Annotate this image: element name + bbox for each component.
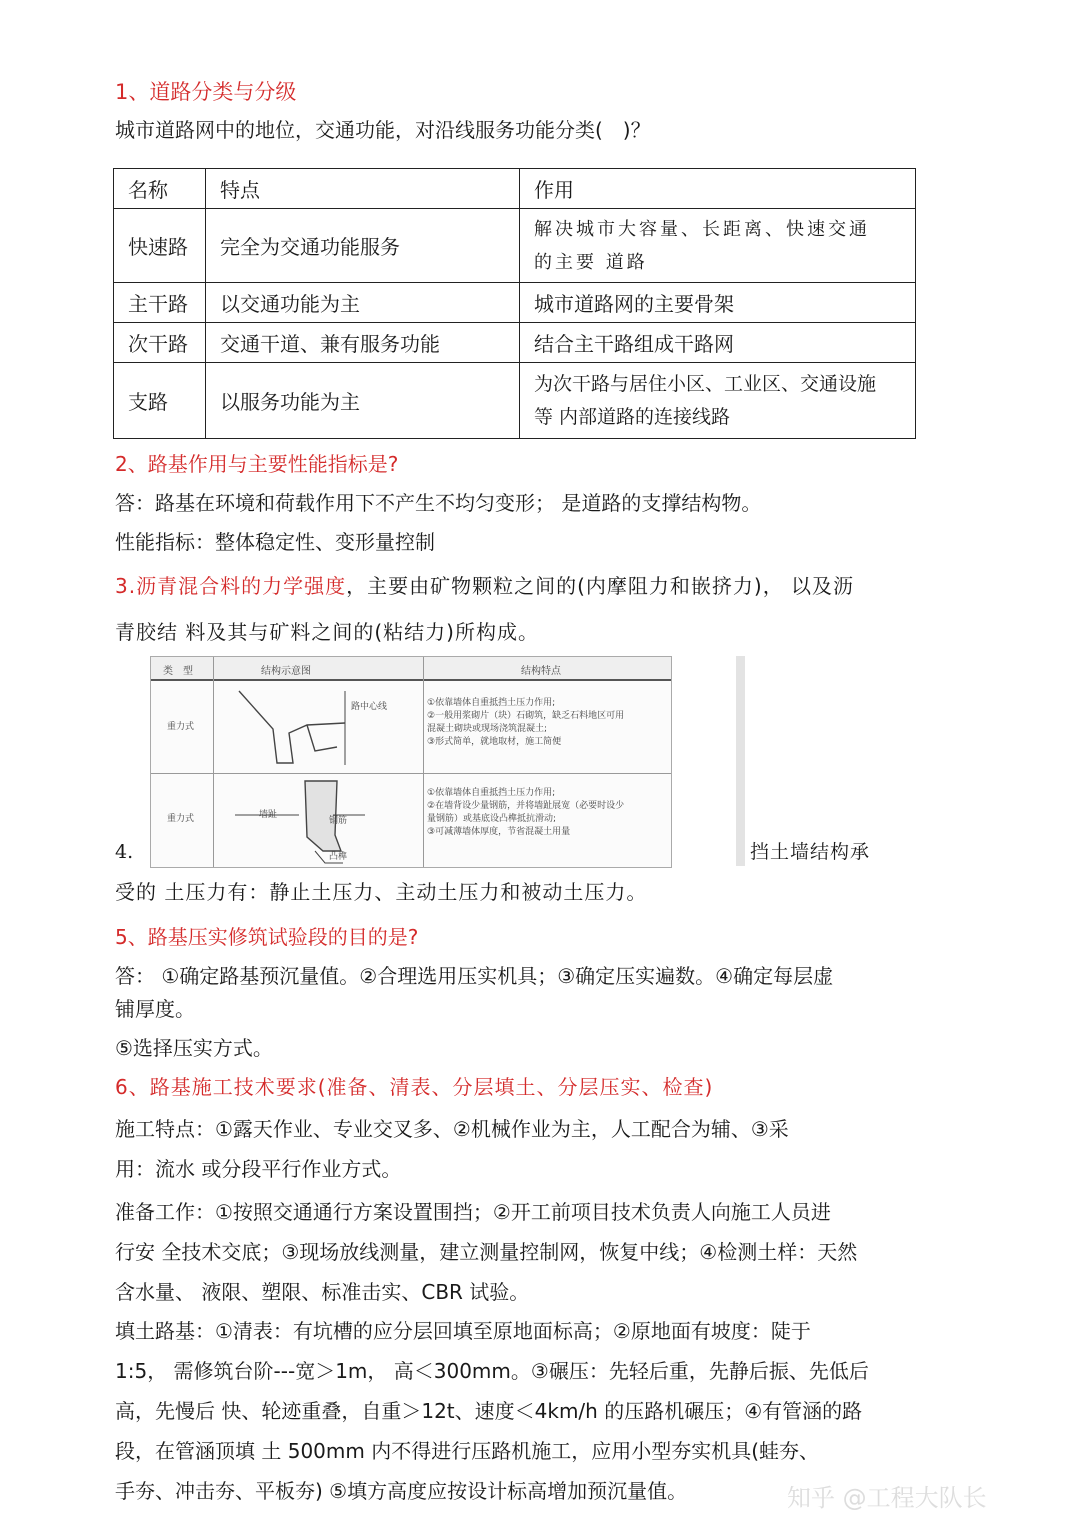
zhihu-watermark: 知乎 @工程大队长 bbox=[787, 1484, 987, 1512]
figure-note: 混凝土砌块或现场浇筑混凝土; bbox=[427, 724, 548, 734]
table-row bbox=[114, 323, 916, 363]
construction-features-continued: 用：流水 或分段平行作业方式。 bbox=[115, 1157, 402, 1181]
heading-construction-requirements: 6、路基施工技术要求(准备、清表、分层填土、分层压实、检查) bbox=[115, 1075, 714, 1099]
table-cell-name: 支路 bbox=[114, 363, 206, 439]
figure-header-diagram: 结构示意图 bbox=[261, 666, 311, 677]
fill-subgrade: 填土路基：①清表：有坑槽的应分层回填至原地面标高；②原地面有坡度：陡于 bbox=[115, 1319, 811, 1343]
figure-header-features: 结构特点 bbox=[521, 666, 561, 677]
role-line: 的主要 道路 bbox=[534, 251, 648, 273]
rebar-label: 钢筋 bbox=[329, 816, 348, 826]
table-cell-role bbox=[520, 209, 916, 283]
asphalt-strength-continued: 青胶结 料及其与矿料之间的(粘结力)所构成。 bbox=[115, 620, 539, 644]
figure-note: ①依靠墙体自重抵挡土压力作用; bbox=[427, 788, 556, 798]
figure-note: ①依靠墙体自重抵挡土压力作用; bbox=[427, 698, 556, 708]
table-header-cell: 特点 bbox=[206, 169, 520, 209]
table-cell-role: 城市道路网的主要骨架 bbox=[520, 283, 916, 323]
table-cell-feature: 完全为交通功能服务 bbox=[206, 209, 520, 283]
table-cell-feature: 交通干道、兼有服务功能 bbox=[206, 323, 520, 363]
subgrade-performance-indicators: 性能指标：整体稳定性、变形量控制 bbox=[115, 530, 435, 554]
table-header-cell: 作用 bbox=[520, 169, 916, 209]
figure-note: 量钢筋）或基底设凸榫抵抗滑动; bbox=[427, 814, 557, 824]
item4-number: 4. bbox=[115, 841, 134, 863]
fill-subgrade-compaction: 高，先慢后 快、轮迹重叠，自重＞12t、速度＜4km/h 的压路机碾压；④有管涵的路 bbox=[115, 1399, 863, 1423]
figure-header bbox=[151, 657, 671, 681]
question-road-classification: 城市道路网中的地位，交通功能，对沿线服务功能分类( )？ bbox=[115, 118, 651, 142]
role-line: 等 内部道路的连接线路 bbox=[534, 405, 731, 428]
figure-divider bbox=[213, 657, 214, 867]
table-cell-role: 结合主干路组成干路网 bbox=[520, 323, 916, 363]
asphalt-strength-highlight: 3.沥青混合料的力学强度 bbox=[115, 574, 347, 598]
preparation-work-tests: 含水量、 液限、塑限、标准击实、CBR 试验。 bbox=[115, 1280, 530, 1304]
role-line: 为次干路与居住小区、工业区、交通设施 bbox=[534, 372, 877, 395]
table-header-row bbox=[114, 169, 916, 209]
road-class-table bbox=[113, 168, 916, 439]
table-row bbox=[114, 209, 916, 283]
road-centerline-label: 路中心线 bbox=[351, 702, 388, 712]
figure-row2-type: 重力式 bbox=[167, 814, 195, 824]
table-cell-name: 次干路 bbox=[114, 323, 206, 363]
table-row bbox=[114, 283, 916, 323]
fill-subgrade-culvert: 段，在管涵顶填 土 500mm 内不得进行压路机施工，应用小型夯实机具(蛙夯、 bbox=[115, 1439, 820, 1463]
construction-features: 施工特点：①露天作业、专业交叉多、②机械作业为主，人工配合为辅、③采 bbox=[115, 1117, 789, 1141]
asphalt-strength-text: ，主要由矿物颗粒之间的(内摩阻力和嵌挤力)， 以及沥 bbox=[346, 574, 855, 598]
role-line: 解决城市大容量、长距离、快速交通 bbox=[534, 218, 870, 240]
figure-note: ②在墙背设少量钢筋，并将墙趾展宽（必要时设少 bbox=[427, 801, 625, 811]
table-header-cell: 名称 bbox=[114, 169, 206, 209]
answer-test-section-item5: ⑤选择压实方式。 bbox=[115, 1036, 273, 1060]
figure-scrollbar[interactable] bbox=[736, 656, 745, 866]
table-cell-feature: 以服务功能为主 bbox=[206, 363, 520, 439]
retaining-wall-figure bbox=[150, 656, 672, 868]
preparation-work: 准备工作：①按照交通通行方案设置围挡；②开工前项目技术负责人向施工人员进 bbox=[115, 1200, 831, 1224]
figure-header-type: 类 型 bbox=[163, 666, 193, 677]
answer-test-section: 答： ①确定路基预沉量值。②合理选用压实机具；③确定压实遍数。④确定每层虚 bbox=[115, 964, 834, 988]
table-cell-name: 主干路 bbox=[114, 283, 206, 323]
fill-subgrade-tamping: 手夯、冲击夯、平板夯) ⑤填方高度应按设计标高增加预沉量值。 bbox=[115, 1479, 688, 1503]
earth-pressure-text: 受的 土压力有：静止土压力、主动土压力和被动土压力。 bbox=[115, 880, 648, 904]
figure-note: ③形式简单，就地取材，施工简便 bbox=[427, 737, 562, 747]
table-row bbox=[114, 363, 916, 439]
figure-note: ②一般用浆砌片（块）石砌筑，缺乏石料地区可用 bbox=[427, 711, 625, 721]
asphalt-strength-paragraph bbox=[115, 573, 854, 599]
figure-note: ③可减薄墙体厚度，节省混凝土用量 bbox=[427, 827, 571, 837]
fill-subgrade-steps: 1:5， 需修筑台阶---宽＞1m， 高＜300mm。③碾压：先轻后重，先静后振、先低后 bbox=[115, 1359, 869, 1383]
figure-row1-type: 重力式 bbox=[167, 722, 195, 732]
heading-subgrade-function: 2、路基作用与主要性能指标是? bbox=[115, 452, 399, 476]
gravity-wall-sketch bbox=[215, 681, 421, 773]
shear-key-label: 凸榫 bbox=[329, 852, 348, 862]
table-cell-role bbox=[520, 363, 916, 439]
heading-road-classification: 1、道路分类与分级 bbox=[115, 80, 297, 104]
heading-test-section: 5、路基压实修筑试验段的目的是? bbox=[115, 925, 419, 949]
figure-divider bbox=[151, 773, 671, 774]
table-cell-name: 快速路 bbox=[114, 209, 206, 283]
cantilever-wall-sketch bbox=[215, 775, 421, 867]
figure-row2-notes bbox=[427, 787, 624, 839]
figure-divider bbox=[423, 657, 424, 867]
retaining-wall-text: 挡土墙结构承 bbox=[750, 841, 871, 863]
preparation-work-continued: 行安 全技术交底；③现场放线测量，建立测量控制网，恢复中线；④检测土样：天然 bbox=[115, 1240, 858, 1264]
answer-test-section-continued: 铺厚度。 bbox=[115, 997, 195, 1021]
figure-row1-notes bbox=[427, 697, 624, 749]
answer-subgrade-function: 答：路基在环境和荷载作用下不产生不均匀变形； 是道路的支撑结构物。 bbox=[115, 491, 762, 515]
table-cell-feature: 以交通功能为主 bbox=[206, 283, 520, 323]
wall-toe-label: 墙趾 bbox=[259, 810, 278, 820]
